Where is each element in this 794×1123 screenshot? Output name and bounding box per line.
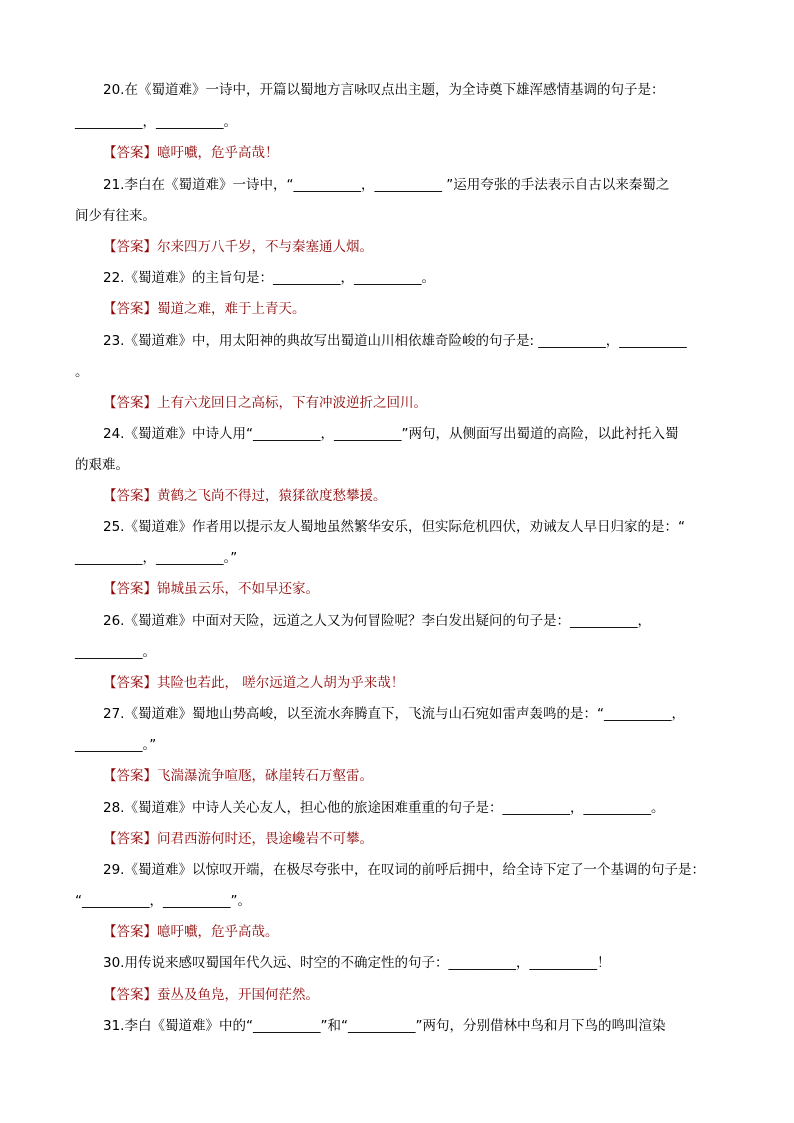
question-26-line-1: 26.《蜀道难》中面对天险，远道之人又为何冒险呢？李白发出疑问的句子是：__________， <box>103 613 651 629</box>
answer-tag: 【答案】 <box>103 924 157 940</box>
question-23-line-1: 23.《蜀道难》中，用太阳神的典故写出蜀道山川相依雄奇险峻的句子是: __________，__________ <box>103 333 687 349</box>
question-25-line-2: __________，__________。” <box>75 550 238 566</box>
answer-tag: 【答案】 <box>103 675 157 691</box>
question-27-line-2: __________。” <box>75 737 157 753</box>
answer-text: 上有六龙回日之高标，下有冲波逆折之回川。 <box>157 395 427 411</box>
question-24-line-2: 的艰难。 <box>75 457 129 473</box>
answer-tag: 【答案】 <box>103 239 157 255</box>
question-20-line-1: 20.在《蜀道难》一诗中，开篇以蜀地方言咏叹点出主题，为全诗奠下雄浑感情基调的句子是： <box>103 82 665 98</box>
question-30-line-1: 30.用传说来感叹蜀国年代久远、时空的不确定性的句子：__________，__________！ <box>103 955 611 971</box>
answer-text: 噫吁嚱，危乎高哉！ <box>157 145 279 161</box>
answer-tag: 【答案】 <box>103 488 157 504</box>
answer-tag: 【答案】 <box>103 581 157 597</box>
question-21-line-2: 间少有往来。 <box>75 208 156 224</box>
question-28-line-1: 28.《蜀道难》中诗人关心友人，担心他的旅途困难重重的句子是：__________，__________。 <box>103 800 665 816</box>
question-23-line-2: 。 <box>75 364 89 380</box>
answer-23 <box>103 394 753 412</box>
question-24-line-1: 24.《蜀道难》中诗人用“__________，__________”两句，从侧面写出蜀道的高险，以此衬托入蜀 <box>103 426 679 442</box>
question-20-line-2: __________，__________。 <box>75 114 237 130</box>
question-21-line-1: 21.李白在《蜀道难》一诗中，“__________，__________ ”运用夸张的手法表示自古以来秦蜀之 <box>103 177 670 193</box>
answer-tag: 【答案】 <box>103 768 157 784</box>
answer-text: 蜀道之难，难于上青天。 <box>157 301 306 317</box>
answer-26 <box>103 674 753 692</box>
question-26-line-2: __________。 <box>75 644 156 660</box>
answer-text: 飞湍瀑流争喧豗，砯崖转石万壑雷。 <box>157 768 373 784</box>
answer-text: 其险也若此， 嗟尔远道之人胡为乎来哉！ <box>157 675 405 691</box>
question-22-line-1: 22.《蜀道难》的主旨句是：__________，__________。 <box>103 270 435 286</box>
answer-28 <box>103 830 753 848</box>
answer-text: 锦城虽云乐，不如早还家。 <box>157 581 319 597</box>
answer-27 <box>103 767 753 785</box>
question-29-line-2: “__________，__________”。 <box>75 893 251 909</box>
question-25-line-1: 25.《蜀道难》作者用以提示友人蜀地虽然繁华安乐，但实际危机四伏，劝诫友人早日归家的是：“ <box>103 519 685 535</box>
question-31-line-1: 31.李白《蜀道难》中的“__________”和“__________”两句，分别借林中鸟和月下鸟的鸣叫渲染 <box>103 1018 666 1034</box>
answer-tag: 【答案】 <box>103 831 157 847</box>
answer-tag: 【答案】 <box>103 395 157 411</box>
answer-21 <box>103 238 753 256</box>
answer-tag: 【答案】 <box>103 987 157 1003</box>
answer-text: 尔来四万八千岁，不与秦塞通人烟。 <box>157 239 373 255</box>
answer-text: 噫吁嚱，危乎高哉。 <box>157 924 279 940</box>
answer-20 <box>103 144 753 162</box>
answer-30 <box>103 986 753 1004</box>
question-29-line-1: 29.《蜀道难》以惊叹开端，在极尽夸张中，在叹词的前呼后拥中，给全诗下定了一个基调的句子是： <box>103 862 705 878</box>
answer-text: 蚕丛及鱼凫，开国何茫然。 <box>157 987 319 1003</box>
answer-tag: 【答案】 <box>103 145 157 161</box>
answer-25 <box>103 580 753 598</box>
answer-24 <box>103 487 753 505</box>
answer-tag: 【答案】 <box>103 301 157 317</box>
answer-text: 黄鹤之飞尚不得过，猿猱欲度愁攀援。 <box>157 488 387 504</box>
answer-22 <box>103 300 753 318</box>
answer-text: 问君西游何时还，畏途巉岩不可攀。 <box>157 831 373 847</box>
question-27-line-1: 27.《蜀道难》蜀地山势高峻，以至流水奔腾直下，飞流与山石宛如雷声轰鸣的是：“__________， <box>103 706 685 722</box>
answer-29 <box>103 923 753 941</box>
